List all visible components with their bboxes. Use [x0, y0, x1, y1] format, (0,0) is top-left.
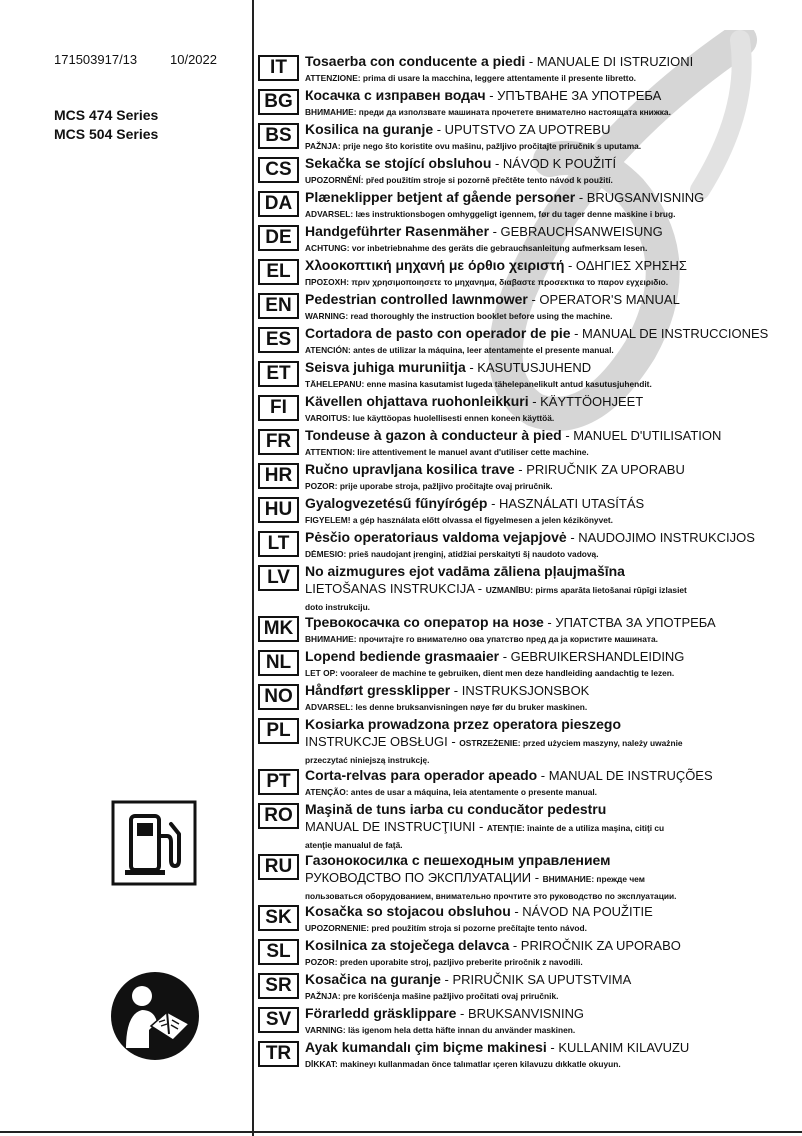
manual-subtitle: HASZNÁLATI UTASÍTÁS	[499, 496, 645, 511]
language-code-badge: RO	[258, 803, 299, 829]
language-code-badge: IT	[258, 55, 299, 81]
manual-title: Kosačica na guranje	[305, 971, 441, 987]
warning-text: VAROITUS: lue käyttöopas huolellisesti ennen koneen käyttöä.	[305, 413, 555, 423]
warning-text: ATENÇÃO: antes de usar a máquina, leia atentamente o presente manual.	[305, 787, 598, 797]
language-code-badge: LT	[258, 531, 299, 557]
warning-text: doto instrukciju.	[305, 602, 371, 612]
manual-title: Maşină de tuns iarba cu conducător pedestru	[305, 801, 607, 817]
warning-text: ATENŢIE: înainte de a utiliza maşina, citiţi cu	[486, 823, 665, 833]
warning-text: PAŽNJA: prije nego što koristite ovu mašinu, pažljivo pročitajte priručnik s uputama.	[305, 141, 642, 151]
manual-subtitle: KASUTUSJUHEND	[477, 360, 592, 375]
language-entry-sk: SK Kosačka so stojacou obsluhou - NÁVOD NA POUŽITIE UPOZORNENIE: pred použitím stroja si pozorne prečítajte tento návod.	[258, 903, 798, 937]
manual-subtitle: KULLANIM KILAVUZU	[558, 1040, 690, 1055]
warning-text: пользоваться оборудованием, внимательно прочтите это руководство по эксплуатации.	[305, 891, 677, 901]
language-entry-tr: TR Ayak kumandalı çim biçme makinesi - KULLANIM KILAVUZU DİKKAT: makineyı kullanmadan önce talımatlar ıçeren kilavuzu dıkkatle okuyun.	[258, 1039, 798, 1073]
language-code-badge: RU	[258, 854, 299, 880]
page-bottom-rule	[0, 1131, 802, 1133]
language-entry-hu: HU Gyalogvezetésű fűnyírógép - HASZNÁLATI UTASÍTÁS FIGYELEM! a gép használata előtt olvassa el figyelmesen a jelen kézikönyvet.	[258, 495, 798, 529]
document-date: 10/2022	[170, 52, 217, 67]
language-entry-cs: CS Sekačka se stojící obsluhou - NÁVOD K POUŽITÍ UPOZORNĚNÍ: před použitím stroje si pozorně přečtěte tento návod k použití.	[258, 155, 798, 189]
language-code-badge: EN	[258, 293, 299, 319]
manual-title: Pedestrian controlled lawnmower	[305, 291, 528, 307]
manual-subtitle: OPERATOR'S MANUAL	[539, 292, 680, 307]
language-code-badge: NL	[258, 650, 299, 676]
manual-title: Kosiarka prowadzona przez operatora pieszego	[305, 716, 622, 732]
language-entry-et: ET Seisva juhiga muruniitja - KASUTUSJUHEND TÄHELEPANU: enne masina kasutamist lugeda tähelepanelikult antud kasutusjuhendit.	[258, 359, 798, 393]
manual-title: Ayak kumandalı çim biçme makinesi	[305, 1039, 547, 1055]
warning-text: UZMANĪBU: pirms aparāta lietošanai rūpīgi izlasiet	[485, 585, 687, 595]
manual-title: Cortadora de pasto con operador de pie	[305, 325, 571, 341]
language-entry-pl: PL Kosiarka prowadzona przez operatora pieszego INSTRUKCJE OBSŁUGI - OSTRZEŻENIE: przed użyciem maszyny, należy uważnie przeczytać niniejszą instrukcję.	[258, 716, 798, 767]
warning-text: LET OP: vooraleer de machine te gebruiken, dient men deze handleiding aandachtig te lezen.	[305, 668, 675, 678]
language-entry-it: IT Tosaerba con conducente a piedi - MANUALE DI ISTRUZIONI ATTENZIONE: prima di usare la macchina, leggere attentamente il presente libretto.	[258, 53, 798, 87]
manual-title: No aizmugures ejot vadāma zāliena pļaujmašīna	[305, 563, 625, 579]
warning-text: ΠΡΟΣΟΧΗ: πριν χρησιμοποιησετε το μηχανημα, διαβαστε προσεκτικα το παρον εγχειριδιο.	[305, 277, 669, 287]
manual-subtitle: MANUALE DI ISTRUZIONI	[536, 54, 694, 69]
language-entry-fr: FR Tondeuse à gazon à conducteur à pied - MANUEL D'UTILISATION ATTENTION: lire attentivement le manuel avant d'utiliser cette machine.	[258, 427, 798, 461]
series-name: MCS 474 Series	[54, 107, 159, 123]
manual-title: Χλοοκοπτική μηχανή με όρθιο χειριστή	[305, 257, 565, 273]
manual-subtitle: MANUAL DE INSTRUCCIONES	[582, 326, 769, 341]
manual-title: Тревокосачка со оператор на нозе	[305, 614, 544, 630]
language-code-badge: SK	[258, 905, 299, 931]
manual-title: Seisva juhiga muruniitja	[305, 359, 466, 375]
manual-title: Tondeuse à gazon à conducteur à pied	[305, 427, 562, 443]
manual-subtitle: INSTRUKCJE OBSŁUGI	[305, 734, 448, 749]
language-list	[258, 53, 798, 1073]
manual-title: Corta-relvas para operador apeado	[305, 767, 538, 783]
manual-subtitle: РУКОВОДСТВО ПО ЭКСПЛУАТАЦИИ	[305, 870, 532, 885]
manual-title: Kävellen ohjattava ruohonleikkuri	[305, 393, 529, 409]
manual-subtitle: INSTRUKSJONSBOK	[461, 683, 590, 698]
language-entry-lt: LT Pėsčio operatoriaus valdoma vejapjovė - NAUDOJIMO INSTRUKCIJOS DĖMESIO: prieš naudojant įrenginį, atidžiai perskaityti šį naudoto vadovą.	[258, 529, 798, 563]
manual-title: Lopend bediende grasmaaier	[305, 648, 500, 664]
manual-title: Kosačka so stojacou obsluhou	[305, 903, 511, 919]
manual-subtitle: PRIROČNIK ZA UPORABO	[520, 938, 681, 953]
language-code-badge: DA	[258, 191, 299, 217]
language-entry-el: EL Χλοοκοπτική μηχανή με όρθιο χειριστή - ΟΔΗΓΙΕΣ ΧΡΗΣΗΣ ΠΡΟΣΟΧΗ: πριν χρησιμοποιησετε το μηχανημα, διαβαστε προσεκτικα το παρον εγχειριδιο.	[258, 257, 798, 291]
language-entry-da: DA Plæneklipper betjent af gående personer - BRUGSANVISNING ADVARSEL: læs instruktionsbogen omhyggeligt igennem, før du tager denne maskine i brug.	[258, 189, 798, 223]
language-entry-hr: HR Ručno upravljana kosilica trave - PRIRUČNIK ZA UPORABU POZOR: prije uporabe stroja, pažljivo pročitajte ovaj priručnik.	[258, 461, 798, 495]
warning-text: ADVARSEL: læs instruktionsbogen omhyggeligt igennem, før du tager denne maskine i brug.	[305, 209, 676, 219]
manual-title: Gyalogvezetésű fűnyírógép	[305, 495, 488, 511]
warning-text: ВНИМАНИЕ: преди да използвате машината прочетете внимателно настоящата книжка.	[305, 107, 671, 117]
language-entry-pt: PT Corta-relvas para operador apeado - MANUAL DE INSTRUÇÕES ATENÇÃO: antes de usar a máquina, leia atentamente o presente manual.	[258, 767, 798, 801]
manual-title: Косачка с изправен водач	[305, 87, 486, 103]
language-code-badge: TR	[258, 1041, 299, 1067]
manual-subtitle: BRUGSANVISNING	[586, 190, 705, 205]
manual-subtitle: MANUEL D'UTILISATION	[573, 428, 722, 443]
warning-text: ВНИМАНИЕ: прежде чем	[542, 874, 645, 884]
language-code-badge: MK	[258, 616, 299, 642]
language-code-badge: LV	[258, 565, 299, 591]
manual-title: Håndført gressklipper	[305, 682, 451, 698]
warning-text: VARNING: läs igenom hela detta häfte innan du använder maskinen.	[305, 1025, 576, 1035]
document-number: 171503917/13	[54, 52, 138, 67]
warning-text: ATTENTION: lire attentivement le manuel avant d'utiliser cette machine.	[305, 447, 589, 457]
language-code-badge: EL	[258, 259, 299, 285]
language-entry-de: DE Handgeführter Rasenmäher - GEBRAUCHSANWEISUNG ACHTUNG: vor inbetriebnahme des geräts die gebrauchsanleitung aufmerksam lesen.	[258, 223, 798, 257]
warning-text: ADVARSEL: les denne bruksanvisningen nøye før du bruker maskinen.	[305, 702, 588, 712]
language-entry-ro: RO Maşină de tuns iarba cu conducător pedestru MANUAL DE INSTRUCŢIUNI - ATENŢIE: înainte de a utiliza maşina, citiţi cu atenţie manualul de faţă.	[258, 801, 798, 852]
manual-subtitle: BRUKSANVISNING	[467, 1006, 585, 1021]
language-entry-sl: SL Kosilnica za stoječega delavca - PRIROČNIK ZA UPORABO POZOR: preden uporabite stroj, pazljivo preberite priročnik z navodili.	[258, 937, 798, 971]
manual-title: Förarledd gräsklippare	[305, 1005, 457, 1021]
warning-text: ВНИМАНИЕ: прочитајте го внимателно ова упатство пред да ја користите машината.	[305, 634, 658, 644]
warning-text: DĖMESIO: prieš naudojant įrenginį, atidžiai perskaityti šį naudoto vadovą.	[305, 549, 599, 559]
language-code-badge: FI	[258, 395, 299, 421]
language-code-badge: BG	[258, 89, 299, 115]
language-entry-bg: BG Косачка с изправен водач - УПЪТВАНЕ ЗА УПОТРЕБА ВНИМАНИЕ: преди да използвате машината прочетете внимателно настоящата книжка.	[258, 87, 798, 121]
manual-subtitle: GEBRAUCHSANWEISUNG	[500, 224, 663, 239]
language-code-badge: NO	[258, 684, 299, 710]
language-code-badge: BS	[258, 123, 299, 149]
warning-text: ATTENZIONE: prima di usare la macchina, leggere attentamente il presente libretto.	[305, 73, 637, 83]
manual-title: Kosilnica za stoječega delavca	[305, 937, 510, 953]
language-code-badge: PT	[258, 769, 299, 795]
language-code-badge: DE	[258, 225, 299, 251]
warning-text: ATENCIÓN: antes de utilizar la máquina, leer atentamente el presente manual.	[305, 345, 614, 355]
warning-text: DİKKAT: makineyı kullanmadan önce talımatlar ıçeren kilavuzu dıkkatle okuyun.	[305, 1059, 621, 1069]
manual-subtitle: MANUAL DE INSTRUCŢIUNI	[305, 819, 476, 834]
language-entry-en: EN Pedestrian controlled lawnmower - OPERATOR'S MANUAL WARNING: read thoroughly the instruction booklet before using the machine.	[258, 291, 798, 325]
manual-subtitle: MANUAL DE INSTRUÇÕES	[548, 768, 713, 783]
column-divider	[252, 0, 254, 1136]
language-code-badge: SL	[258, 939, 299, 965]
read-manual-icon	[109, 970, 201, 1062]
warning-text: UPOZORNENIE: pred použitím stroja si pozorne prečítajte tento návod.	[305, 923, 587, 933]
warning-text: WARNING: read thoroughly the instruction booklet before using the machine.	[305, 311, 613, 321]
language-code-badge: ES	[258, 327, 299, 353]
warning-text: POZOR: prije uporabe stroja, pažljivo pročitajte ovaj priručnik.	[305, 481, 553, 491]
warning-text: ACHTUNG: vor inbetriebnahme des geräts die gebrauchsanleitung aufmerksam lesen.	[305, 243, 648, 253]
manual-subtitle: ΟΔΗΓΙΕΣ ΧΡΗΣΗΣ	[575, 258, 687, 273]
manual-subtitle: УПАТСТВА ЗА УПОТРЕБА	[555, 615, 716, 630]
manual-title: Kosilica na guranje	[305, 121, 434, 137]
manual-subtitle: УПЪТВАНЕ ЗА УПОТРЕБА	[497, 88, 662, 103]
language-code-badge: SV	[258, 1007, 299, 1033]
warning-text: przeczytać niniejszą instrukcję.	[305, 755, 430, 765]
language-entry-lv: LV No aizmugures ejot vadāma zāliena pļaujmašīna LIETOŠANAS INSTRUKCIJA - UZMANĪBU: pirms aparāta lietošanai rūpīgi izlasiet doto instrukciju.	[258, 563, 798, 614]
manual-subtitle: UPUTSTVO ZA UPOTREBU	[444, 122, 611, 137]
language-code-badge: SR	[258, 973, 299, 999]
warning-text: OSTRZEŻENIE: przed użyciem maszyny, należy uważnie	[459, 738, 683, 748]
language-code-badge: HU	[258, 497, 299, 523]
language-code-badge: FR	[258, 429, 299, 455]
warning-text: atenţie manualul de faţă.	[305, 840, 403, 850]
language-code-badge: PL	[258, 718, 299, 744]
warning-text: UPOZORNĚNÍ: před použitím stroje si pozorně přečtěte tento návod k použití.	[305, 175, 613, 185]
manual-title: Pėsčio operatoriaus valdoma vejapjovė	[305, 529, 567, 545]
manual-subtitle: NÁVOD NA POUŽITIE	[522, 904, 653, 919]
manual-subtitle: NAUDOJIMO INSTRUKCIJOS	[578, 530, 755, 545]
warning-text: FIGYELEM! a gép használata előtt olvassa el figyelmesen a jelen kézikönyvet.	[305, 515, 613, 525]
language-entry-mk: MK Тревокосачка со оператор на нозе - УПАТСТВА ЗА УПОТРЕБА ВНИМАНИЕ: прочитајте го внимателно ова упатство пред да ја користите машината.	[258, 614, 798, 648]
manual-subtitle: NÁVOD K POUŽITÍ	[502, 156, 617, 171]
left-column	[0, 0, 252, 1136]
language-code-badge: HR	[258, 463, 299, 489]
manual-title: Газонокосилка с пешеходным управлением	[305, 852, 611, 868]
manual-subtitle: LIETOŠANAS INSTRUKCIJA	[305, 581, 475, 596]
series-name: MCS 504 Series	[54, 126, 159, 142]
language-entry-sv: SV Förarledd gräsklippare - BRUKSANVISNING VARNING: läs igenom hela detta häfte innan du använder maskinen.	[258, 1005, 798, 1039]
manual-title: Plæneklipper betjent af gående personer	[305, 189, 576, 205]
language-entry-nl: NL Lopend bediende grasmaaier - GEBRUIKERSHANDLEIDING LET OP: vooraleer de machine te gebruiken, dient men deze handleiding aandachtig te lezen.	[258, 648, 798, 682]
manual-title: Handgeführter Rasenmäher	[305, 223, 490, 239]
language-entry-es: ES Cortadora de pasto con operador de pie - MANUAL DE INSTRUCCIONES ATENCIÓN: antes de utilizar la máquina, leer atentamente el presente manual.	[258, 325, 798, 359]
manual-title: Tosaerba con conducente a piedi	[305, 53, 526, 69]
language-entry-ru: RU Газонокосилка с пешеходным управлением РУКОВОДСТВО ПО ЭКСПЛУАТАЦИИ - ВНИМАНИЕ: прежде чем пользоваться оборудованием, внимательно прочтите это руководство по эксплуатации.	[258, 852, 798, 903]
manual-subtitle: GEBRUIKERSHANDLEIDING	[510, 649, 685, 664]
manual-subtitle: KÄYTTÖOHJEET	[540, 394, 644, 409]
manual-subtitle: PRIRUČNIK SA UPUTSTVIMA	[452, 972, 632, 987]
language-code-badge: CS	[258, 157, 299, 183]
warning-text: TÄHELEPANU: enne masina kasutamist lugeda tähelepanelikult antud kasutusjuhendit.	[305, 379, 652, 389]
manual-subtitle: PRIRUČNIK ZA UPORABU	[526, 462, 685, 477]
language-entry-bs: BS Kosilica na guranje - UPUTSTVO ZA UPOTREBU PAŽNJA: prije nego što koristite ovu mašinu, pažljivo pročitajte priručnik s uputama.	[258, 121, 798, 155]
warning-text: PAŽNJA: pre korišćenja mašine pažljivo pročitati ovaj priručnik.	[305, 991, 559, 1001]
language-entry-no: NO Håndført gressklipper - INSTRUKSJONSBOK ADVARSEL: les denne bruksanvisningen nøye før du bruker maskinen.	[258, 682, 798, 716]
warning-text: POZOR: preden uporabite stroj, pazljivo preberite priročnik z navodili.	[305, 957, 583, 967]
fuel-pump-icon	[111, 800, 197, 886]
language-entry-fi: FI Kävellen ohjattava ruohonleikkuri - KÄYTTÖOHJEET VAROITUS: lue käyttöopas huolellisesti ennen koneen käyttöä.	[258, 393, 798, 427]
manual-title: Sekačka se stojící obsluhou	[305, 155, 492, 171]
language-code-badge: ET	[258, 361, 299, 387]
manual-title: Ručno upravljana kosilica trave	[305, 461, 515, 477]
language-entry-sr: SR Kosačica na guranje - PRIRUČNIK SA UPUTSTVIMA PAŽNJA: pre korišćenja mašine pažljivo pročitati ovaj priručnik.	[258, 971, 798, 1005]
